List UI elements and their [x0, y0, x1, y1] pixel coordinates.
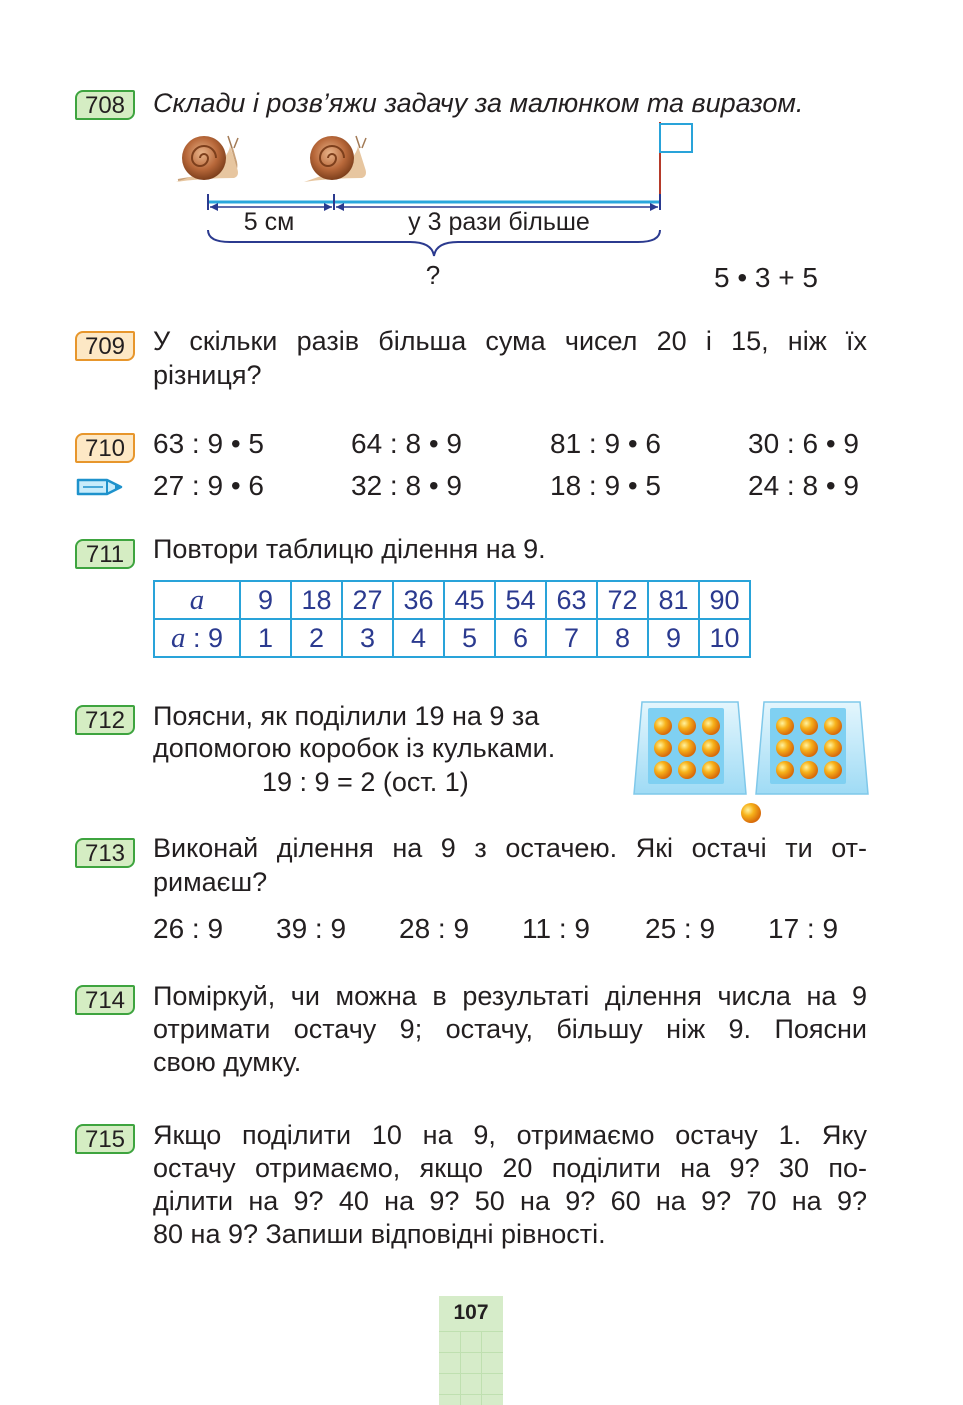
task-715-line4: 80 на 9? Запиши відповідні рівності.: [153, 1219, 606, 1249]
task-number-709: 709: [75, 331, 135, 361]
page-number: 107: [439, 1296, 503, 1405]
table-cell: 5: [444, 619, 495, 657]
snail-icon: [304, 136, 366, 182]
task-709-line1: У скільки разів більша сума чисел 20 і 15, ніж їх: [153, 326, 867, 356]
task-number-708: 708: [75, 90, 135, 120]
snail-icon: [176, 136, 238, 182]
table-cell: 2: [291, 619, 342, 657]
bead-box-icon: [634, 702, 746, 794]
task-715-line1: Якщо поділити 10 на 9, отримаємо остачу 1. Яку: [153, 1120, 867, 1150]
expr-710-r2-3: 18 : 9 • 5: [550, 470, 661, 501]
task-number-712: 712: [75, 705, 135, 735]
header-operator: : 9: [185, 622, 224, 653]
expr-710-r2-1: 27 : 9 • 6: [153, 470, 264, 501]
table-cell: 6: [495, 619, 546, 657]
distance-label-3x: у 3 рази більше: [408, 208, 590, 236]
table-cell: 8: [597, 619, 648, 657]
header-variable: a: [170, 621, 186, 654]
table-cell: 9: [240, 581, 291, 619]
task-number-710: 710: [75, 433, 135, 463]
table-cell: 7: [546, 619, 597, 657]
expr-710-r2-2: 32 : 8 • 9: [351, 470, 462, 501]
task-714-line2: отримати остачу 9; остачу, більшу ніж 9. Поясни: [153, 1014, 867, 1044]
expr-710-r2-4: 24 : 8 • 9: [748, 470, 859, 501]
table-cell: 81: [648, 581, 699, 619]
bead-box-icon: [756, 702, 868, 794]
expr-710-r1-2: 64 : 8 • 9: [351, 428, 462, 459]
expr-710-r1-4: 30 : 6 • 9: [748, 428, 859, 459]
table-row-quotient: [154, 619, 750, 657]
task-number-714: 714: [75, 985, 135, 1015]
expr-713-6: 17 : 9: [768, 913, 839, 944]
task-712-line1: Поясни, як поділили 19 на 9 за: [153, 701, 540, 731]
task-715-line2: остачу отримаємо, якщо 20 поділити на 9? 30 по-: [153, 1153, 867, 1183]
table-cell: 10: [699, 619, 750, 657]
expr-713-2: 39 : 9: [276, 913, 347, 944]
table-header-a: a: [154, 581, 240, 619]
task-708-expression: 5 • 3 + 5: [714, 262, 818, 293]
expr-713-3: 28 : 9: [399, 913, 470, 944]
task-708-text: Склади і розв’яжи задачу за малюнком та виразом.: [153, 88, 804, 118]
question-mark: ?: [425, 260, 441, 290]
task-number-713: 713: [75, 838, 135, 868]
bead-icon: [741, 803, 761, 823]
table-row-dividend: [154, 581, 750, 619]
task-715-line3: ділити на 9? 40 на 9? 50 на 9? 60 на 9? 70 на 9?: [153, 1186, 867, 1216]
task-713-line2: римаєш?: [153, 867, 268, 897]
task-712-line2: допомогою коробок із кульками.: [153, 733, 556, 763]
table-cell: 1: [240, 619, 291, 657]
table-cell: 4: [393, 619, 444, 657]
table-cell: 45: [444, 581, 495, 619]
division-table: [153, 580, 751, 658]
flag-icon: [660, 122, 692, 202]
bead-boxes-illustration: [630, 698, 875, 826]
expr-710-r1-3: 81 : 9 • 6: [550, 428, 661, 459]
expr-713-1: 26 : 9: [153, 913, 224, 944]
table-cell: 27: [342, 581, 393, 619]
table-cell: 90: [699, 581, 750, 619]
task-number-715: 715: [75, 1124, 135, 1154]
expr-713-4: 11 : 9: [522, 913, 590, 944]
table-cell: 72: [597, 581, 648, 619]
pencil-icon: [75, 475, 125, 499]
task-709-line2: різниця?: [153, 360, 262, 390]
task-711-text: Повтори таблицю ділення на 9.: [153, 534, 546, 564]
task-number-711: 711: [75, 539, 135, 569]
table-cell: 3: [342, 619, 393, 657]
expr-710-r1-1: 63 : 9 • 5: [153, 428, 264, 459]
table-cell: 63: [546, 581, 597, 619]
table-cell: 54: [495, 581, 546, 619]
distance-label-5cm: 5 см: [243, 208, 295, 236]
expr-713-5: 25 : 9: [645, 913, 716, 944]
table-cell: 18: [291, 581, 342, 619]
table-header-a-div-9: [154, 619, 240, 657]
task-712-equation: 19 : 9 = 2 (ост. 1): [262, 767, 469, 797]
table-cell: 36: [393, 581, 444, 619]
task-713-line1: Виконай ділення на 9 з остачею. Які остачі ти от-: [153, 833, 867, 863]
task-714-line3: свою думку.: [153, 1047, 302, 1077]
table-cell: 9: [648, 619, 699, 657]
task-714-line1: Поміркуй, чи можна в результаті ділення числа на 9: [153, 981, 867, 1011]
